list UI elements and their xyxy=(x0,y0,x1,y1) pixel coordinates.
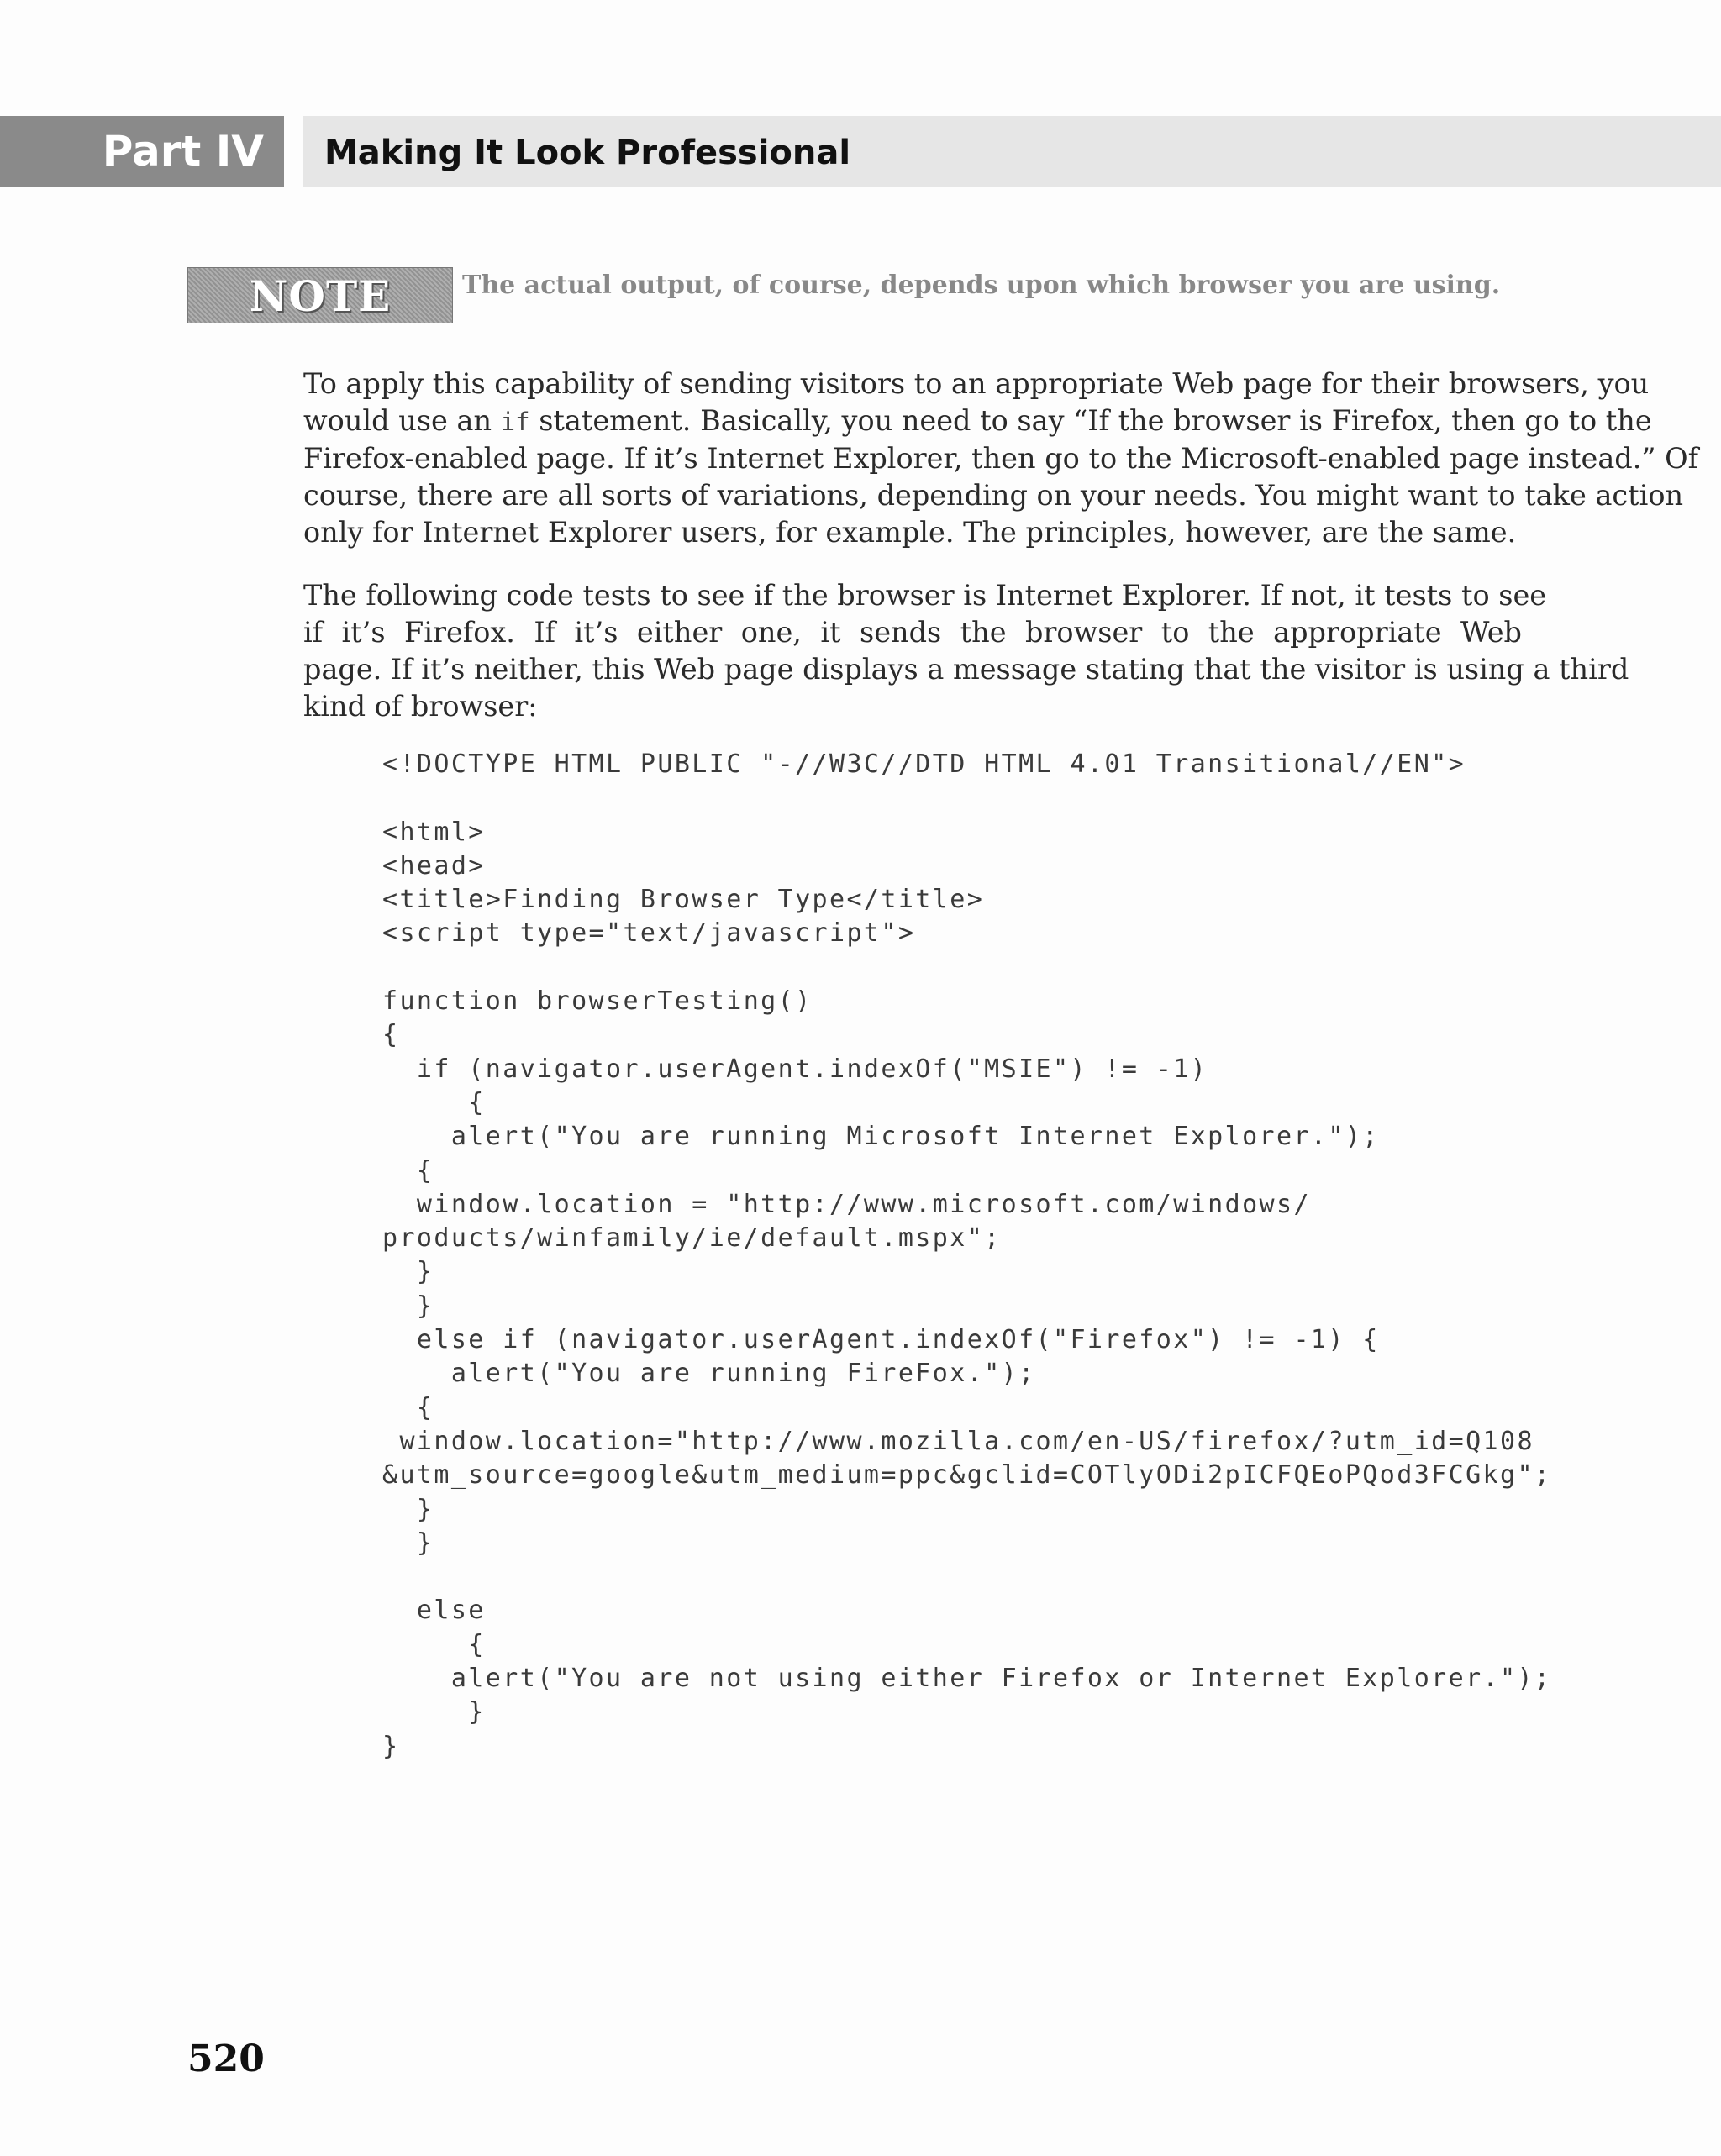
paragraph-line: only for Internet Explorer users, for example. The principles, however, are the same. xyxy=(303,516,1517,549)
code-line: alert("You are running Microsoft Internet Explorer."); xyxy=(382,1122,1380,1152)
paragraph-line: Firefox-enabled page. If it’s Internet Explorer, then go to the Microsoft-enabled page instead.” Of xyxy=(303,442,1699,475)
code-line: } xyxy=(382,1291,434,1321)
note-badge: NOTE xyxy=(187,267,453,323)
code-line: } xyxy=(382,1528,434,1558)
code-line: <script type="text/javascript"> xyxy=(382,918,916,949)
code-line: else if (navigator.userAgent.indexOf("Firefox") != -1) { xyxy=(382,1325,1380,1355)
paragraph-line: course, there are all sorts of variations, depending on your needs. You might want to take action xyxy=(303,479,1684,512)
paragraph-line: kind of browser: xyxy=(303,690,538,723)
code-line: <head> xyxy=(382,850,486,881)
code-line: if (navigator.userAgent.indexOf("MSIE") != -1) xyxy=(382,1054,1208,1084)
code-line: } xyxy=(382,1697,486,1727)
code-line: <title>Finding Browser Type</title> xyxy=(382,885,985,915)
code-line xyxy=(382,1560,1685,1594)
code-line xyxy=(382,951,1685,985)
code-line: } xyxy=(382,1731,400,1761)
code-line: <html> xyxy=(382,817,486,847)
code-line: } xyxy=(382,1257,434,1287)
paragraph-2 xyxy=(303,577,1629,725)
paragraph-line: page. If it’s neither, this Web page displays a message stating that the visitor is using a third xyxy=(303,653,1629,686)
code-line: else xyxy=(382,1596,486,1626)
page-number: 520 xyxy=(187,2038,265,2080)
note-text: The actual output, of course, depends upon which browser you are using. xyxy=(462,271,1501,300)
code-listing xyxy=(382,748,1685,1764)
chapter-title: Making It Look Professional xyxy=(303,116,1721,187)
code-line: products/winfamily/ie/default.mspx"; xyxy=(382,1223,1002,1254)
paragraph-line: The following code tests to see if the browser is Internet Explorer. If not, it tests to see xyxy=(303,579,1547,612)
paragraph-text: statement. Basically, you need to say “If the browser is Firefox, then go to the xyxy=(529,404,1652,437)
code-line: { xyxy=(382,1155,434,1186)
code-line: } xyxy=(382,1494,434,1524)
paragraph-line xyxy=(303,402,1652,440)
code-line: { xyxy=(382,1629,486,1659)
code-line: { xyxy=(382,1392,434,1422)
paragraph-line: To apply this capability of sending visitors to an appropriate Web page for their browsers, you xyxy=(303,367,1650,400)
code-line: { xyxy=(382,1087,486,1117)
paragraph-line: if it’s Firefox. If it’s either one, it sends the browser to the appropriate Web xyxy=(303,616,1522,649)
code-line: window.location = "http://www.microsoft.com/windows/ xyxy=(382,1189,1311,1219)
paragraph-1 xyxy=(303,365,1699,551)
code-line: <!DOCTYPE HTML PUBLIC "-//W3C//DTD HTML 4.01 Transitional//EN"> xyxy=(382,749,1466,779)
code-line: { xyxy=(382,1020,400,1050)
paragraph-text: would use an xyxy=(303,404,501,437)
code-line: &utm_source=google&utm_medium=ppc&gclid=COTlyODi2pICFQEoPQod3FCGkg"; xyxy=(382,1460,1552,1491)
inline-code: if xyxy=(500,408,530,436)
code-line: alert("You are running FireFox."); xyxy=(382,1359,1036,1389)
code-line: alert("You are not using either Firefox or Internet Explorer."); xyxy=(382,1664,1552,1694)
code-line xyxy=(382,781,1685,815)
code-line: window.location="http://www.mozilla.com/en-US/firefox/?utm_id=Q108 xyxy=(382,1426,1534,1456)
part-label: Part IV xyxy=(0,116,284,187)
code-line: function browserTesting() xyxy=(382,986,813,1017)
